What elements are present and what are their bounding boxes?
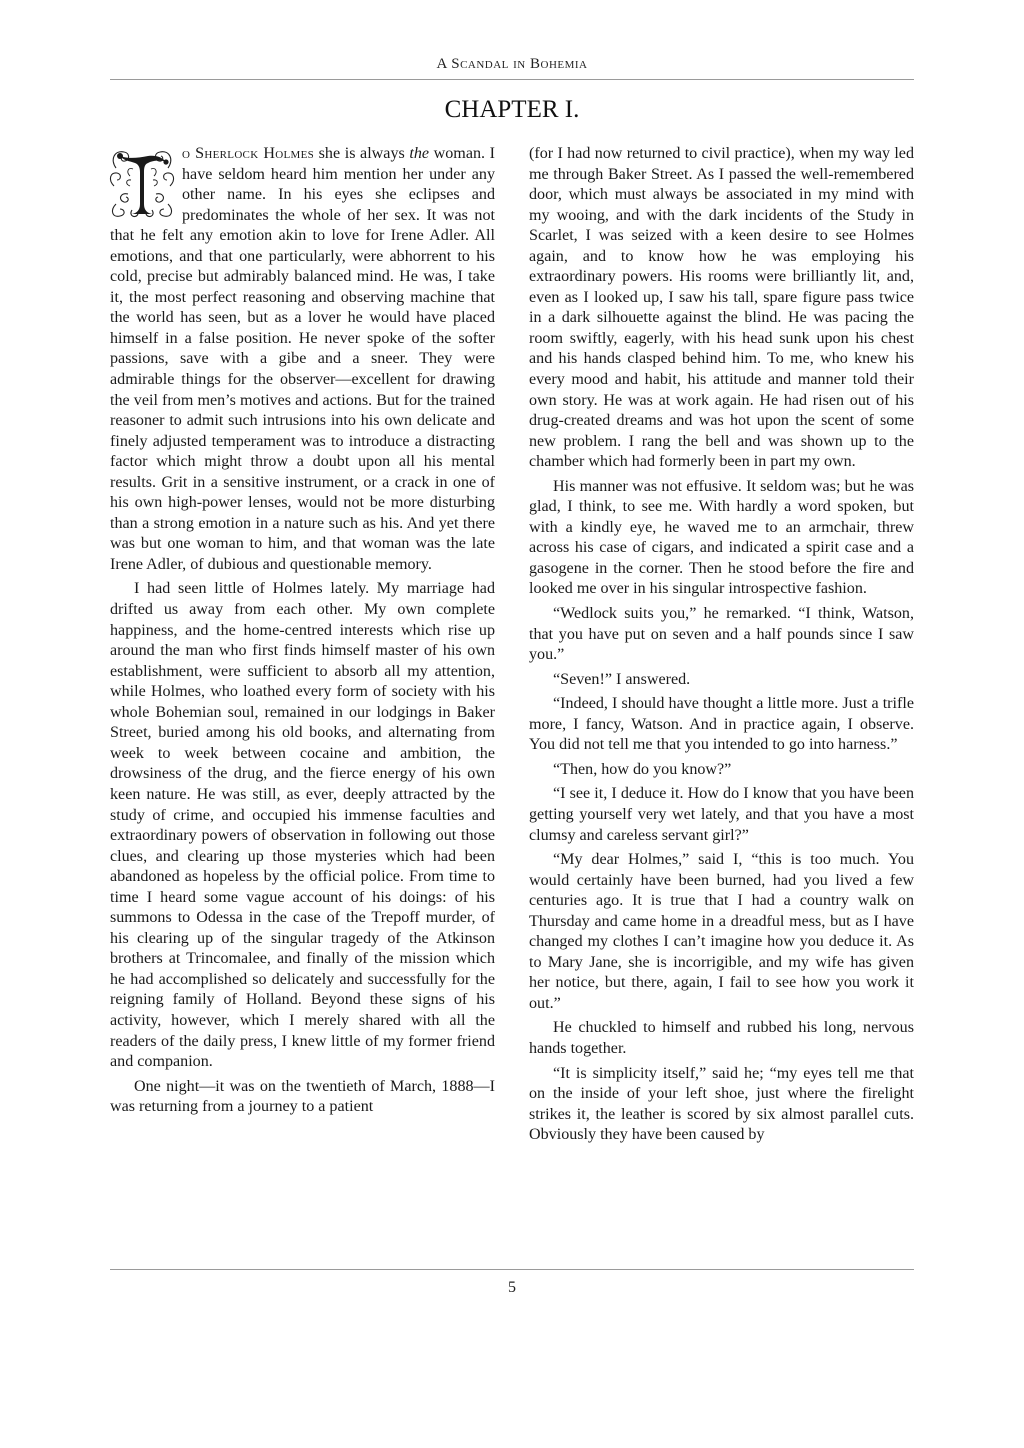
opening-paragraph: [110, 144, 495, 575]
paragraph-deduce: “I see it, I deduce it. How do I know that you have been getting yourself very wet lately, and that you have a most clumsy and careless servant girl?”: [529, 785, 914, 844]
left-column: [110, 144, 495, 1118]
paragraph-one-night: One night—it was on the twentieth of March, 1888—I was returning from a journey to a patient: [110, 1077, 495, 1116]
dropcap-initial: [108, 146, 176, 220]
paragraph-how-know: “Then, how do you know?”: [553, 760, 732, 778]
italic-the: the: [409, 145, 430, 162]
opening-text-b: woman. I have seldom heard him mention her under any other name. In his eyes she eclipses and predominates the whole of her sex. It was not that he felt any emotion akin to love for Irene Adler. All emotions, and that one particularly, were abhorrent to his cold, precise but admirably balanced mind. He was, I take it, the most perfect reasoning and observing machine that the world has seen, but as a lover he would have placed himself in a false position. He never spoke of the softer passions, save with a gibe and a sneer. They were admirable things for the observer—excellent for drawing the veil from men’s motives and actions. But for the trained reasoner to admit such intrusions into his own delicate and finely adjusted temperament was to introduce a distracting factor which might throw a doubt upon all his mental results. Grit in a sensitive instrument, or a crack in one of his own high-power lenses, would not be more disturbing than a strong emotion in a nature such as his. And yet there was but one woman to him, and that woman was the late Irene Adler, of dubious and questionable memory.: [110, 145, 495, 573]
opening-text-a: she is always: [314, 145, 410, 162]
paragraph-wedlock: “Wedlock suits you,” he remarked. “I think, Watson, that you have put on seven and a half pounds since I saw you.”: [529, 605, 914, 664]
right-column: [529, 144, 914, 1146]
paragraph-manner: His manner was not effusive. It seldom was; but he was glad, I think, to see me. With hardly a word spoken, but with a kindly eye, he waved me to an armchair, threw across his case of cigars, and indicated a spirit case and a gasogene in the corner. Then he stood before the fire and looked me over in his singular introspective fashion.: [529, 477, 914, 598]
ornate-letter-t-icon: [108, 146, 176, 220]
paragraph-chuckled: He chuckled to himself and rubbed his long, nervous hands together.: [529, 1019, 914, 1057]
sherlock-holmes-smallcaps: o Sherlock Holmes: [182, 145, 315, 162]
paragraph-holmes-lately: I had seen little of Holmes lately. My marriage had drifted us away from each other. My own complete happiness, and the home-centred interests which rise up around the man who first finds himself master of his own establishment, were sufficient to absorb all my attention, while Holmes, who loathed every form of society with his whole Bohemian soul, remained in our lodgings in Baker Street, buried among his old books, and alternating from week to week between cocaine and ambition, the drowsiness of the drug, and the fierce energy of his own keen nature. He was still, as ever, deeply attracted by the study of crime, and occupied his immense faculties and extraordinary powers of observation in following out those clues, and clearing up those mysteries which had been abandoned as hopeless by the official police. From time to time I heard some vague account of his doings: of his summons to Odessa in the case of the Trepoff murder, of his clearing up of the singular tragedy of the Atkinson brothers at Trincomalee, and finally of the mission which he had accomplished so delicately and successfully for the reigning family of Holland. Beyond these signs of his activity, however, which I merely shared with all the readers of the daily press, I knew little of my former friend and companion.: [110, 580, 495, 1071]
footer-rule: [110, 1269, 914, 1270]
page-number: 5: [508, 1279, 516, 1296]
paragraph-baker-street: (for I had now returned to civil practice), when my way led me through Baker Street. As I passed the well-remembered door, which must always be associated in my mind with my wooing, and with the dark incidents of the Study in Scarlet, I was seized with a keen desire to see Holmes again, and to know how he was employing his extraordinary powers. His rooms were brilliantly lit, and, even as I looked up, I saw his tall, spare figure pass twice in a dark silhouette against the blind. He was pacing the room swiftly, eagerly, with his head sunk upon his chest and his hands clasped behind him. To me, who knew his every mood and habit, his attitude and manner told their own story. He was at work again. He had risen out of his drug-created dreams and was hot upon the scent of some new problem. I rang the bell and was shown up to the chamber which had formerly been in part my own.: [529, 145, 914, 471]
header-rule: [110, 79, 914, 80]
paragraph-indeed: “Indeed, I should have thought a little more. Just a trifle more, I fancy, Watson. And in practice again, I observe. You did not tell me that you intended to go into harness.”: [529, 695, 914, 754]
running-header: A Scandal in Bohemia: [436, 56, 588, 72]
paragraph-simplicity: “It is simplicity itself,” said he; “my eyes tell me that on the inside of your left shoe, just where the firelight strikes it, the leather is scored by six almost parallel cuts. Obviously they have been caused by: [529, 1064, 914, 1144]
paragraph-seven: “Seven!” I answered.: [553, 670, 691, 688]
chapter-title: CHAPTER I.: [444, 96, 580, 123]
paragraph-dear-holmes: “My dear Holmes,” said I, “this is too much. You would certainly have been burned, had you lived a few centuries ago. It is true that I had a country walk on Thursday and came home in a dreadful mess, but as I have changed my clothes I can’t imagine how you deduce it. As to Mary Jane, she is incorrigible, and my wife has given her notice, but there, again, I fail to see how you work it out.”: [529, 851, 914, 1012]
